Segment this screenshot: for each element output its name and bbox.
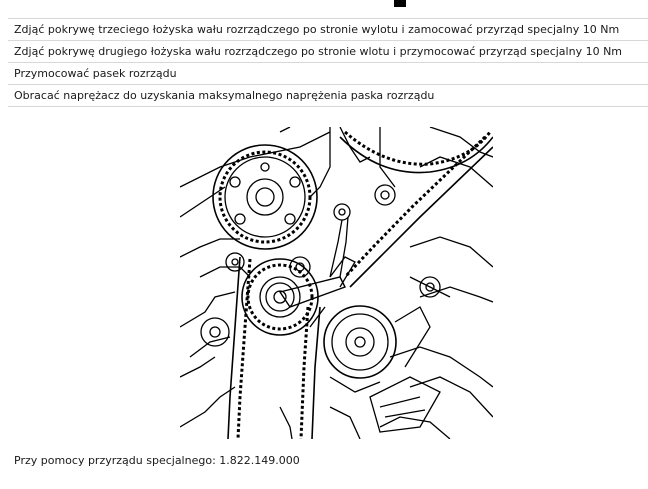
special-tool-caption: Przy pomocy przyrządu specjalnego: 1.822.149.000 <box>14 454 300 467</box>
timing-belt-diagram-icon <box>180 127 493 439</box>
instruction-step-2: Zdjąć pokrywę drugiego łożyska wału rozrządczego po stronie wlotu i przymocować przyrząd specjalny 10 Nm <box>8 41 648 63</box>
instruction-list <box>8 18 648 107</box>
instruction-step-1: Zdjąć pokrywę trzeciego łożyska wału rozrządczego po stronie wylotu i zamocować przyrząd specjalny 10 Nm <box>8 18 648 41</box>
top-marker <box>394 0 406 7</box>
timing-belt-diagram <box>180 127 493 439</box>
instruction-step-4: Obracać naprężacz do uzyskania maksymalnego naprężenia paska rozrządu <box>8 85 648 107</box>
instruction-step-3: Przymocować pasek rozrządu <box>8 63 648 85</box>
